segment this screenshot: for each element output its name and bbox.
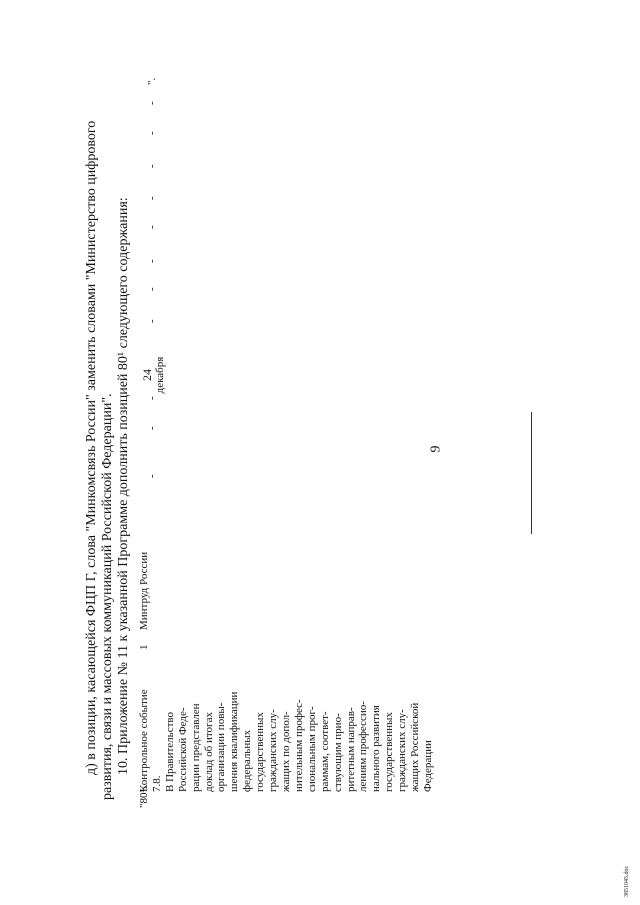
event-line: доклад об итогах	[202, 712, 215, 792]
table-row-date	[141, 345, 167, 405]
event-line: 7.8.	[150, 775, 163, 792]
table-row-number: 1	[138, 644, 150, 650]
event-line: жащих Российской	[409, 702, 422, 792]
event-line: Контрольное событие	[138, 689, 150, 792]
event-line: шения квалификации	[228, 691, 241, 792]
dash-cell: -	[146, 164, 158, 168]
table-row-responsible: Минтруд России	[138, 551, 150, 630]
dash-cell: -	[146, 474, 158, 478]
dash-cell: -	[146, 259, 158, 263]
event-line: федеральных	[241, 729, 254, 792]
paragraph-amendment-d: д) в позиции, касающейся ФЦП Г, слова "Минкомсвязь России" заменить словами "Министерство цифрового	[84, 120, 99, 775]
dash-cell: -	[146, 131, 158, 135]
dash-cell: -	[146, 426, 158, 430]
dash-cell: -	[146, 396, 158, 400]
paragraph-amendment-d-continuation: развития, связи и массовых коммуникаций Российской Федерации".	[100, 393, 115, 800]
event-line: организации повы-	[215, 702, 228, 792]
dash-cell: -	[146, 319, 158, 323]
dash-cell: -	[146, 287, 158, 291]
event-line: В Правительство	[163, 712, 176, 792]
event-line: ритетным направ-	[344, 707, 357, 792]
footer-doc-code: 3851045.doc	[624, 865, 630, 897]
dash-cell: -	[146, 225, 158, 229]
date-day: 24	[140, 369, 154, 381]
page-number: 9	[428, 445, 444, 453]
table-row-position: "80¹.	[138, 786, 150, 808]
event-line: раммам, соответ-	[318, 711, 331, 792]
table-row-closing: ".	[146, 77, 158, 85]
event-line: государственных	[383, 712, 396, 792]
event-line: Федерации	[421, 740, 434, 792]
dash-cell: -	[146, 101, 158, 105]
event-line: сиональным прог-	[305, 706, 318, 792]
date-month: декабря	[153, 356, 166, 394]
event-line: жащих по допол-	[279, 711, 292, 792]
event-line: государственных	[254, 712, 267, 792]
event-line: рации представлен	[189, 703, 202, 792]
table-row-event	[138, 662, 435, 792]
paragraph-item-10: 10. Приложение № 11 к указанной Программе дополнить позицией 80¹ следующего содержания:	[116, 197, 131, 775]
event-line: нительным профес-	[292, 699, 305, 792]
event-line: ствующим прио-	[331, 713, 344, 792]
event-line: Российской Феде-	[176, 707, 189, 792]
event-line: нального развития	[370, 705, 383, 792]
event-line: лениям профессио-	[357, 701, 370, 792]
dash-cell: -	[146, 196, 158, 200]
event-line: гражданских слу-	[396, 709, 409, 792]
separator-rule	[531, 412, 532, 534]
event-line: гражданских слу-	[267, 709, 280, 792]
